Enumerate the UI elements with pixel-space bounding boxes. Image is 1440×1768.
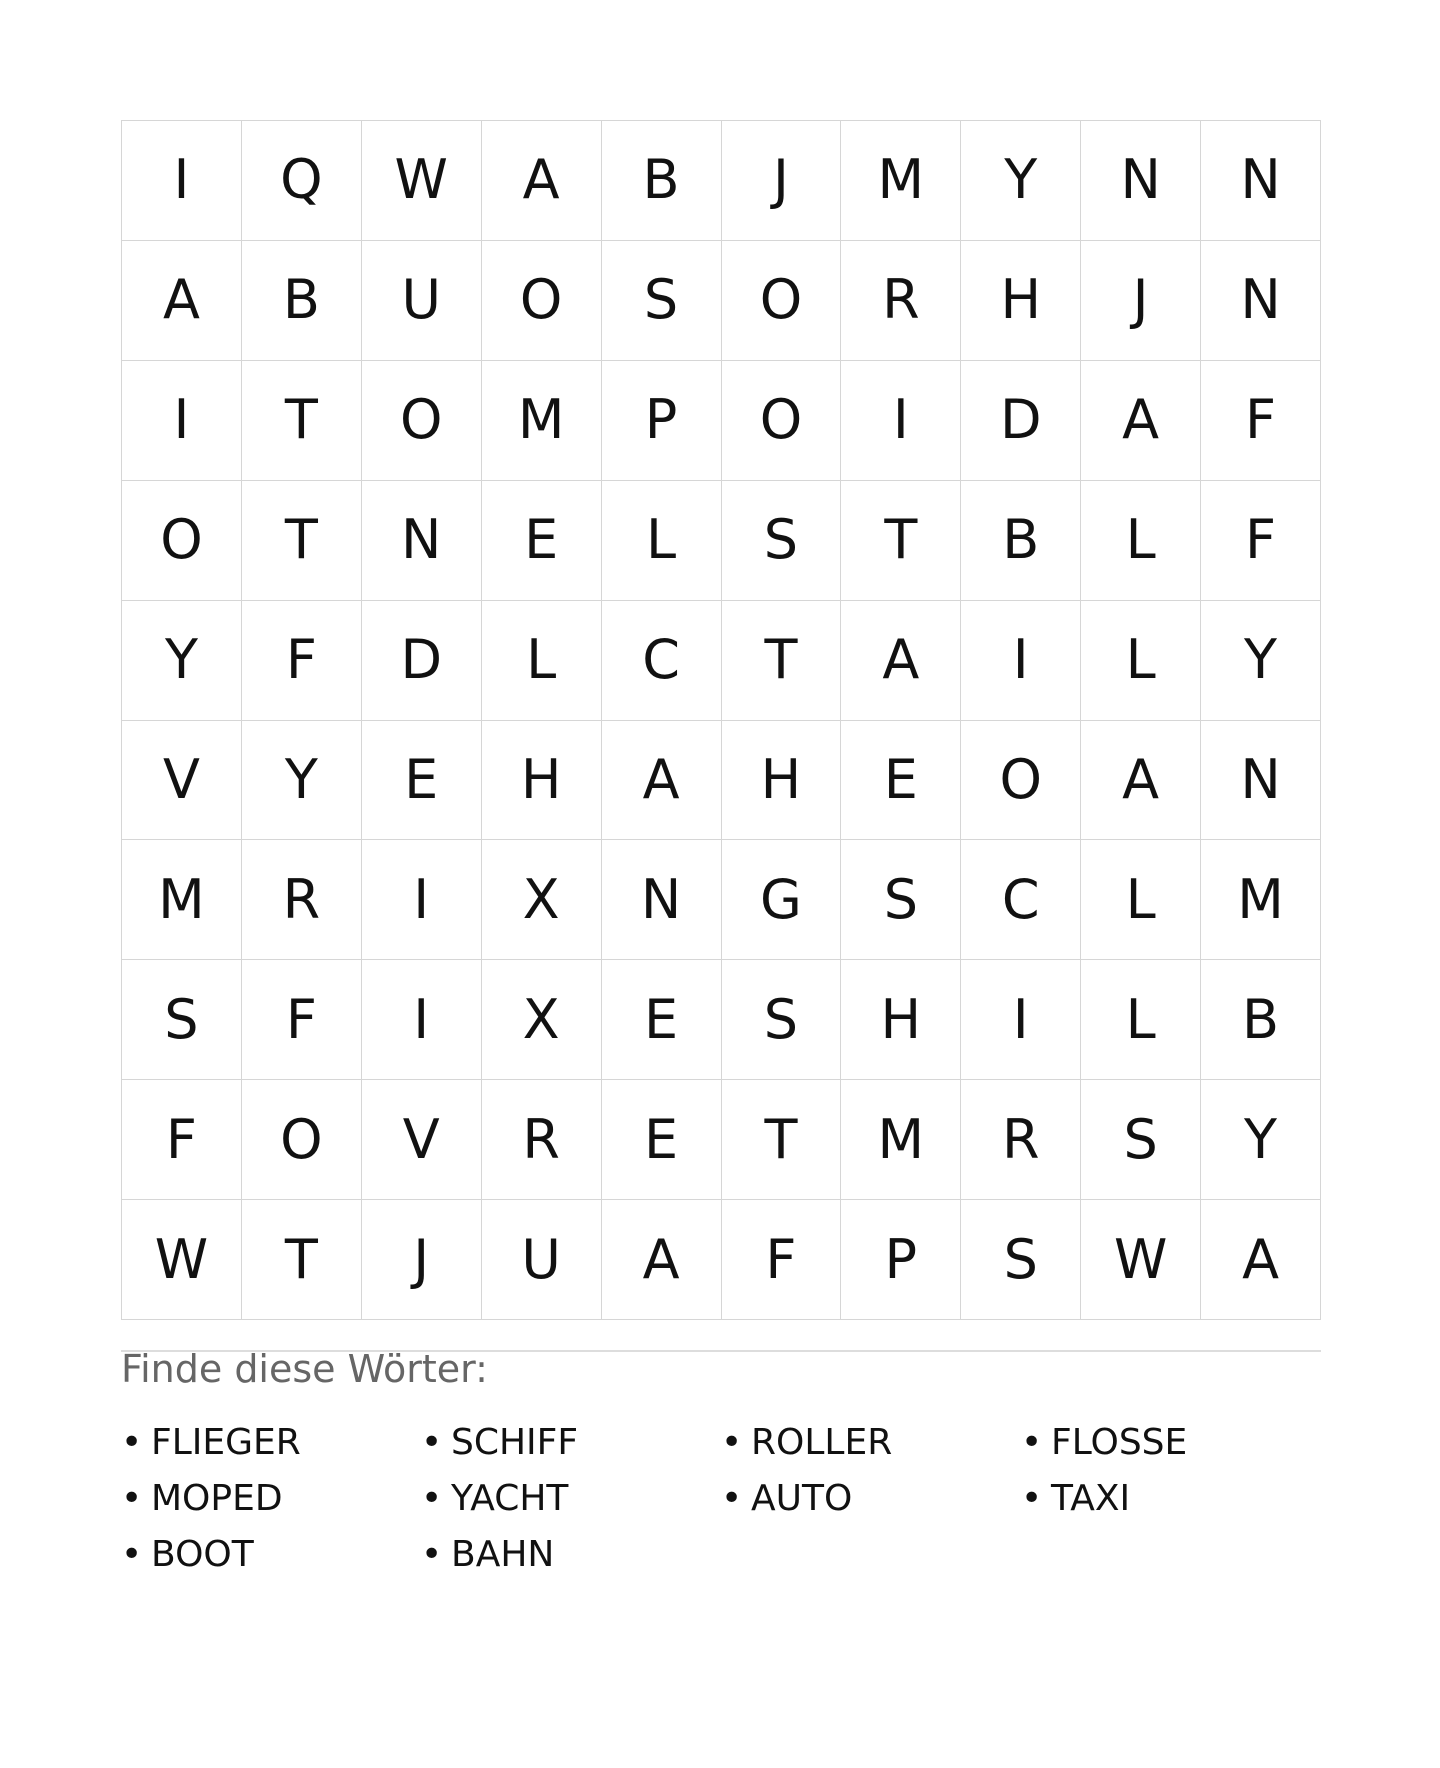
grid-cell[interactable]: O: [242, 1080, 362, 1200]
grid-cell[interactable]: D: [362, 601, 482, 721]
word-list-item: [721, 1415, 1021, 1471]
grid-cell[interactable]: A: [482, 121, 602, 241]
grid-cell[interactable]: T: [841, 481, 961, 601]
word-label: FLIEGER: [151, 1422, 301, 1463]
grid-cell[interactable]: F: [122, 1080, 242, 1200]
grid-cell[interactable]: W: [362, 121, 482, 241]
word-list-item: [121, 1415, 421, 1471]
grid-cell[interactable]: J: [722, 121, 842, 241]
grid-cell[interactable]: B: [602, 121, 722, 241]
word-list-item: [121, 1471, 421, 1527]
grid-cell[interactable]: I: [362, 840, 482, 960]
grid-cell[interactable]: O: [362, 361, 482, 481]
grid-cell[interactable]: F: [1201, 361, 1321, 481]
grid-cell[interactable]: A: [1081, 721, 1201, 841]
bullet-icon: •: [1021, 1478, 1043, 1519]
grid-cell[interactable]: S: [961, 1200, 1081, 1320]
grid-cell[interactable]: E: [602, 960, 722, 1080]
grid-cell[interactable]: A: [602, 721, 722, 841]
grid-cell[interactable]: V: [122, 721, 242, 841]
grid-cell[interactable]: N: [1201, 241, 1321, 361]
grid-cell[interactable]: M: [1201, 840, 1321, 960]
word-label: SCHIFF: [451, 1422, 579, 1463]
bullet-icon: •: [1021, 1422, 1043, 1463]
grid-cell[interactable]: S: [722, 481, 842, 601]
grid-cell[interactable]: X: [482, 840, 602, 960]
word-list-item: [421, 1471, 721, 1527]
grid-cell[interactable]: L: [482, 601, 602, 721]
grid-cell[interactable]: B: [242, 241, 362, 361]
grid-cell[interactable]: H: [722, 721, 842, 841]
grid-cell[interactable]: N: [1201, 121, 1321, 241]
grid-cell[interactable]: L: [1081, 960, 1201, 1080]
grid-cell[interactable]: Y: [122, 601, 242, 721]
grid-cell[interactable]: N: [362, 481, 482, 601]
grid-cell[interactable]: L: [1081, 840, 1201, 960]
grid-cell[interactable]: E: [602, 1080, 722, 1200]
grid-cell[interactable]: U: [482, 1200, 602, 1320]
word-list-item: [1021, 1415, 1321, 1471]
grid-cell[interactable]: T: [242, 481, 362, 601]
grid-cell[interactable]: M: [482, 361, 602, 481]
word-label: ROLLER: [751, 1422, 893, 1463]
grid-cell[interactable]: T: [242, 361, 362, 481]
bullet-icon: •: [121, 1534, 143, 1575]
grid-cell[interactable]: W: [1081, 1200, 1201, 1320]
grid-cell[interactable]: V: [362, 1080, 482, 1200]
grid-cell[interactable]: I: [841, 361, 961, 481]
grid-cell[interactable]: O: [961, 721, 1081, 841]
grid-cell[interactable]: M: [841, 1080, 961, 1200]
word-list-item: [721, 1471, 1021, 1527]
word-label: YACHT: [451, 1478, 569, 1519]
grid-cell[interactable]: M: [841, 121, 961, 241]
grid-cell[interactable]: I: [362, 960, 482, 1080]
grid-cell[interactable]: B: [961, 481, 1081, 601]
word-list-item: [421, 1415, 721, 1471]
word-label: BAHN: [451, 1534, 555, 1575]
grid-cell[interactable]: I: [122, 121, 242, 241]
grid-cell[interactable]: S: [122, 960, 242, 1080]
grid-cell[interactable]: F: [242, 960, 362, 1080]
bullet-icon: •: [421, 1478, 443, 1519]
grid-cell[interactable]: H: [482, 721, 602, 841]
grid-cell[interactable]: C: [961, 840, 1081, 960]
grid-cell[interactable]: P: [602, 361, 722, 481]
grid-cell[interactable]: O: [722, 241, 842, 361]
grid-cell[interactable]: A: [122, 241, 242, 361]
grid-cell[interactable]: H: [961, 241, 1081, 361]
grid-cell[interactable]: B: [1201, 960, 1321, 1080]
grid-cell[interactable]: E: [841, 721, 961, 841]
grid-cell[interactable]: T: [722, 601, 842, 721]
grid-cell[interactable]: W: [122, 1200, 242, 1320]
grid-cell[interactable]: I: [122, 361, 242, 481]
word-list-item: [421, 1527, 721, 1583]
grid-cell[interactable]: S: [722, 960, 842, 1080]
letter-grid: [121, 120, 1321, 1320]
grid-cell[interactable]: F: [1201, 481, 1321, 601]
grid-cell[interactable]: H: [841, 960, 961, 1080]
bullet-icon: •: [121, 1478, 143, 1519]
grid-cell[interactable]: Y: [1201, 1080, 1321, 1200]
grid-cell[interactable]: A: [1081, 361, 1201, 481]
grid-cell[interactable]: Q: [242, 121, 362, 241]
bullet-icon: •: [721, 1422, 743, 1463]
grid-cell[interactable]: R: [482, 1080, 602, 1200]
word-list-item: [121, 1527, 421, 1583]
grid-cell[interactable]: N: [1201, 721, 1321, 841]
word-label: BOOT: [151, 1534, 254, 1575]
grid-cell[interactable]: Y: [961, 121, 1081, 241]
word-label: TAXI: [1051, 1478, 1131, 1519]
grid-cell[interactable]: S: [841, 840, 961, 960]
grid-cell[interactable]: N: [1081, 121, 1201, 241]
grid-cell[interactable]: P: [841, 1200, 961, 1320]
word-list-item: [1021, 1471, 1321, 1527]
bullet-icon: •: [721, 1478, 743, 1519]
grid-cell[interactable]: N: [602, 840, 722, 960]
grid-cell[interactable]: G: [722, 840, 842, 960]
grid-cell[interactable]: D: [961, 361, 1081, 481]
grid-cell[interactable]: U: [362, 241, 482, 361]
word-list: [121, 1415, 1321, 1583]
grid-cell[interactable]: F: [722, 1200, 842, 1320]
grid-cell[interactable]: S: [602, 241, 722, 361]
grid-cell[interactable]: R: [961, 1080, 1081, 1200]
grid-cell[interactable]: J: [1081, 241, 1201, 361]
grid-cell[interactable]: S: [1081, 1080, 1201, 1200]
word-list-heading: Finde diese Wörter:: [121, 1347, 488, 1391]
word-label: MOPED: [151, 1478, 283, 1519]
bullet-icon: •: [421, 1534, 443, 1575]
grid-cell[interactable]: F: [242, 601, 362, 721]
grid-cell[interactable]: T: [242, 1200, 362, 1320]
grid-cell[interactable]: T: [722, 1080, 842, 1200]
grid-cell[interactable]: J: [362, 1200, 482, 1320]
grid-cell[interactable]: O: [722, 361, 842, 481]
grid-cell[interactable]: M: [122, 840, 242, 960]
grid-cell[interactable]: O: [122, 481, 242, 601]
grid-cell[interactable]: Y: [242, 721, 362, 841]
grid-cell[interactable]: R: [242, 840, 362, 960]
bullet-icon: •: [421, 1422, 443, 1463]
grid-cell[interactable]: E: [362, 721, 482, 841]
grid-cell[interactable]: I: [961, 960, 1081, 1080]
grid-cell[interactable]: L: [1081, 481, 1201, 601]
grid-cell[interactable]: C: [602, 601, 722, 721]
grid-cell[interactable]: A: [1201, 1200, 1321, 1320]
grid-cell[interactable]: E: [482, 481, 602, 601]
grid-cell[interactable]: O: [482, 241, 602, 361]
grid-cell[interactable]: R: [841, 241, 961, 361]
grid-cell[interactable]: X: [482, 960, 602, 1080]
grid-cell[interactable]: I: [961, 601, 1081, 721]
grid-cell[interactable]: L: [602, 481, 722, 601]
grid-cell[interactable]: L: [1081, 601, 1201, 721]
bullet-icon: •: [121, 1422, 143, 1463]
grid-cell[interactable]: Y: [1201, 601, 1321, 721]
grid-cell[interactable]: A: [841, 601, 961, 721]
word-label: FLOSSE: [1051, 1422, 1188, 1463]
word-label: AUTO: [751, 1478, 853, 1519]
grid-cell[interactable]: A: [602, 1200, 722, 1320]
